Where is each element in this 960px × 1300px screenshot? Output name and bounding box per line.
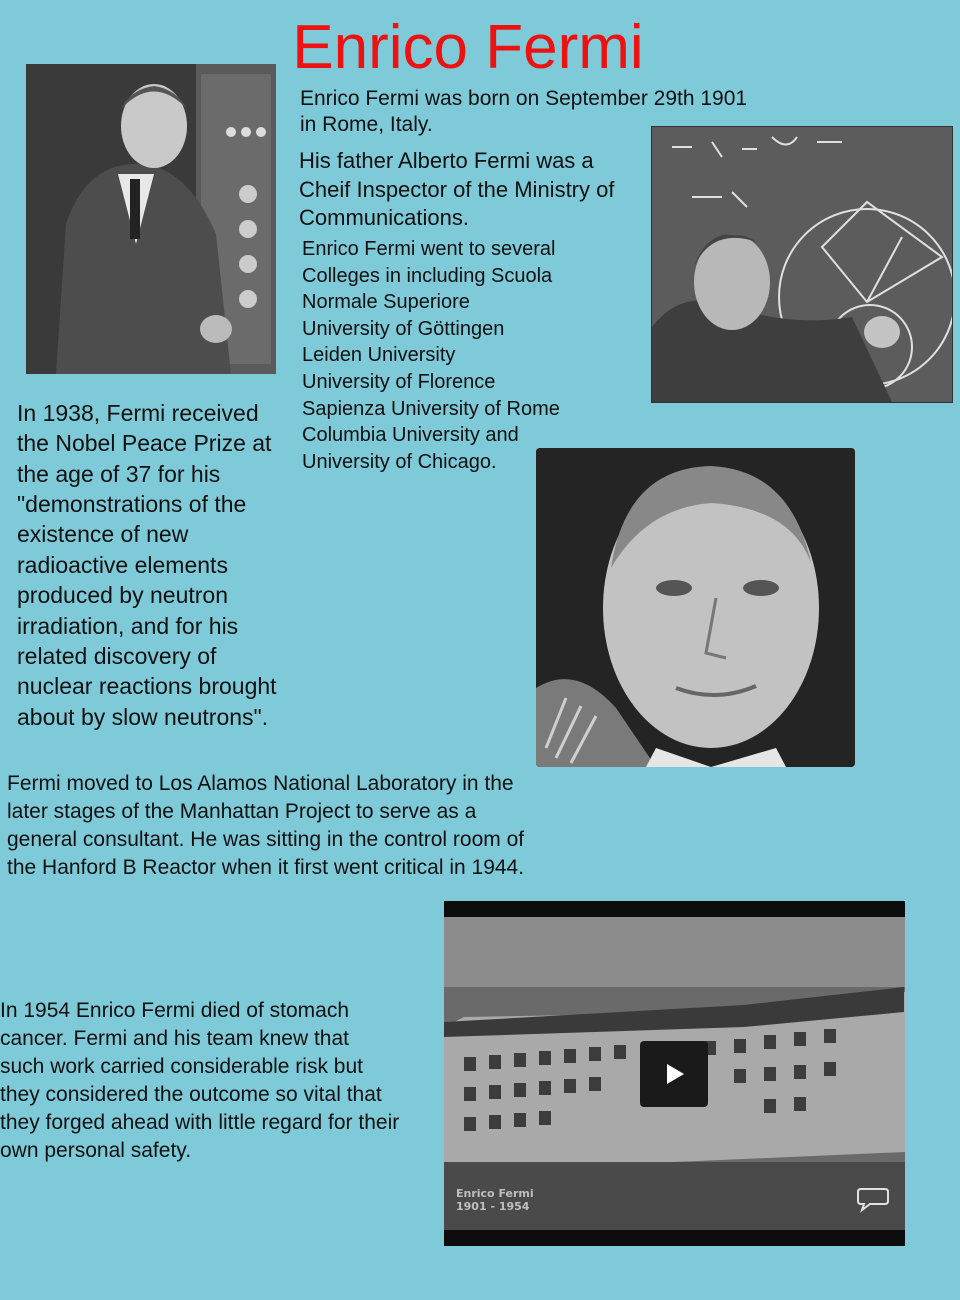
los-alamos-text: Fermi moved to Los Alamos National Laboratory in the later stages of the Manhattan Project to serve as a general consultant. He was sitting in the control room of the Hanford B Reactor when it first went critical in 1944. <box>7 772 525 879</box>
photo-fermi-control-panel <box>26 64 276 374</box>
video-caption: Enrico Fermi 1901 - 1954 <box>456 1187 534 1214</box>
video-player[interactable] <box>444 901 905 1246</box>
death-text: In 1954 Enrico Fermi died of stomach cancer. Fermi and his team knew that such work carried considerable risk but they considered the outcome so vital that they forged ahead with little regard for their own personal safety. <box>0 999 400 1162</box>
speech-bubble-icon[interactable] <box>856 1185 890 1213</box>
page-title: Enrico Fermi <box>292 13 644 82</box>
birth-text: Enrico Fermi was born on September 29th 1901 in Rome, Italy. <box>300 87 748 137</box>
colleges-text: Enrico Fermi went to several Colleges in including Scuola Normale Superiore University of Göttingen Leiden University University of Florence Sapienza University of Rome Columbia University and University of Chicago. <box>302 238 560 473</box>
nobel-text: In 1938, Fermi received the Nobel Peace Prize at the age of 37 for his "demonstrations of the existence of new radioactive elements produced by neutron irradiation, and for his related discovery of nuclear reactions brought about by slow neutrons". <box>17 400 277 730</box>
play-button[interactable] <box>640 1041 708 1107</box>
photo-fermi-blackboard <box>651 126 953 403</box>
father-text: His father Alberto Fermi was a Cheif Inspector of the Ministry of Communications. <box>299 148 615 231</box>
play-icon <box>660 1060 688 1088</box>
photo-fermi-portrait <box>536 448 855 767</box>
